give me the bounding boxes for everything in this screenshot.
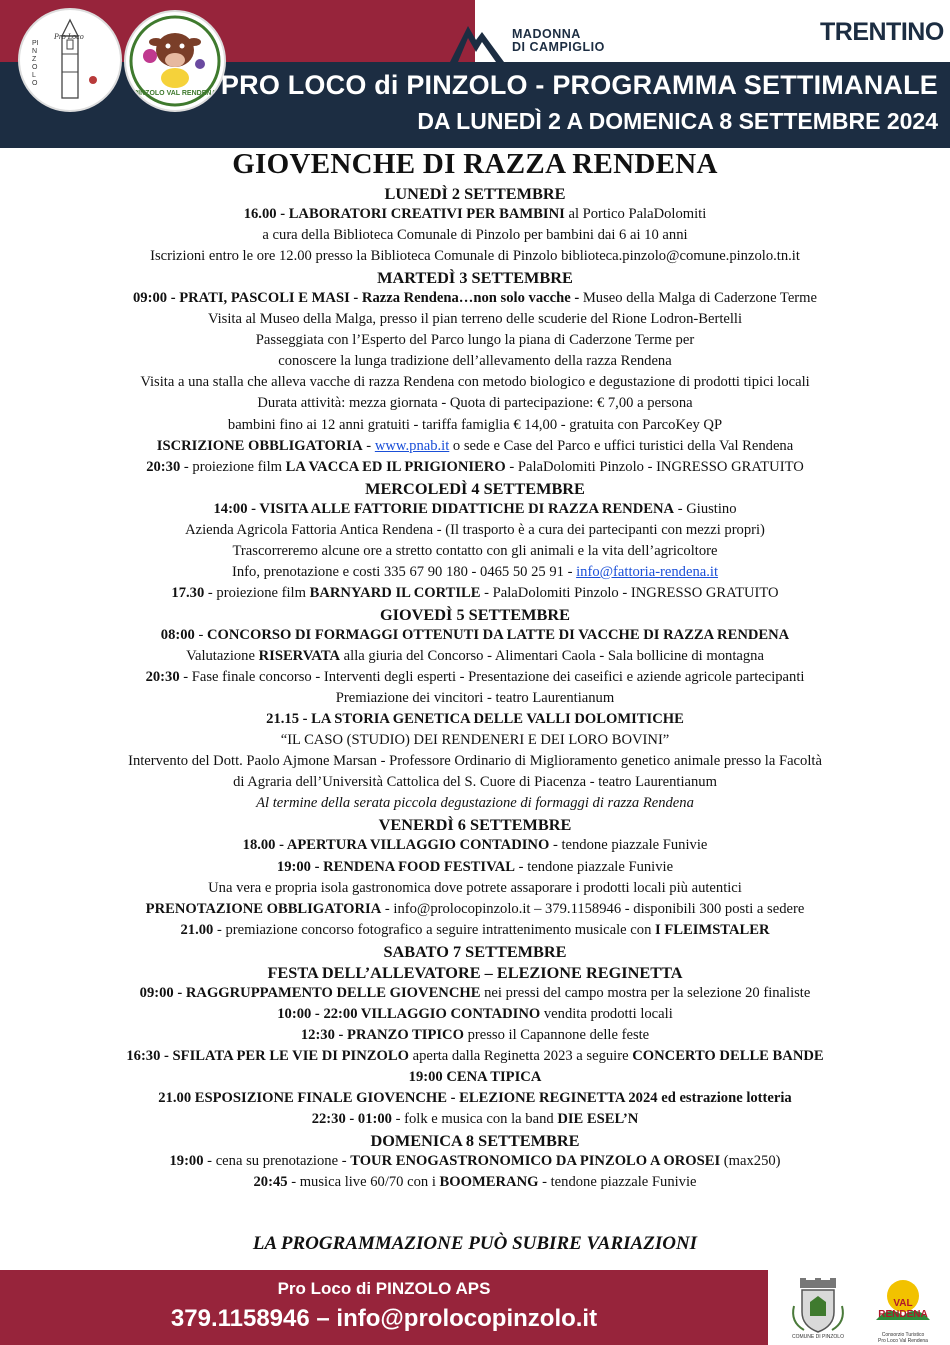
event-title: 10:00 - 22:00 VILLAGGIO CONTADINO	[277, 1005, 541, 1022]
event-time: 22:30 - 01:00	[311, 1111, 392, 1128]
event-line	[40, 457, 910, 478]
event-time: 08:00	[160, 626, 195, 643]
val-rendena-caption-line1: Consorzio Turistico	[881, 1332, 925, 1338]
event-text: alla giuria del Concorso - Alimentari Caola - Sala bollicine di montagna	[340, 648, 764, 665]
saturday-festival-title: FESTA DELL’ALLEVATORE – ELEZIONE REGINETTA	[267, 962, 683, 982]
event-text: - proiezione film	[180, 458, 286, 475]
event-text: vendita prodotti locali	[540, 1005, 673, 1022]
madonna-di-campiglio-text	[512, 28, 605, 54]
madonna-di-campiglio-logo	[446, 22, 646, 64]
fattoria-email-link[interactable]: info@fattoria-rendena.it	[576, 563, 718, 580]
event-time: 17.30	[171, 584, 205, 601]
event-location: - tendone piazzale Funivie	[549, 837, 708, 854]
event-text: aperta dalla Reginetta 2023 a seguire	[408, 1047, 633, 1064]
event-title: TOUR ENOGASTRONOMICO DA PINZOLO A OROSEI	[350, 1153, 721, 1170]
event-line	[40, 583, 910, 604]
pro-loco-logo-vertical: PINZOLO	[32, 40, 39, 87]
event-line	[40, 899, 910, 920]
event-detail: Durata attività: mezza giornata - Quota di partecipazione: € 7,00 a persona	[257, 395, 693, 412]
event-location: - PalaDolomiti Pinzolo - INGRESSO GRATUITO	[480, 584, 779, 601]
event-title: BOOMERANG	[439, 1174, 539, 1191]
event-time: 19:00	[169, 1153, 204, 1170]
event-line	[40, 1109, 910, 1130]
event-text: - premiazione concorso fotografico a seguire intrattenimento musicale con	[213, 921, 656, 938]
event-line	[40, 646, 910, 667]
event-line	[40, 562, 910, 583]
event-title: BARNYARD IL CORTILE	[309, 584, 481, 601]
footer	[0, 1270, 950, 1345]
event-title: CONCERTO DELLE BANDE	[632, 1047, 824, 1064]
event-detail: Passeggiata con l’Esperto del Parco lungo la piana di Caderzone Terme per	[255, 332, 695, 349]
event-time: 20:45	[253, 1174, 288, 1191]
event-text: - cena su prenotazione -	[203, 1153, 351, 1170]
event-title: CONCORSO DI FORMAGGI OTTENUTI DA LATTE DI VACCHE DI RAZZA RENDENA	[207, 626, 790, 643]
event-line	[40, 204, 910, 225]
event-detail: Intervento del Dott. Paolo Ajmone Marsan - Professore Ordinario di Miglioramento genetico animale presso la Facoltà	[128, 753, 822, 770]
rendena-logo-text: PINZOLO VAL RENDENA	[133, 90, 217, 97]
event-detail: Iscrizioni entro le ore 12.00 presso la Biblioteca Comunale di Pinzolo biblioteca.pinzolo@comune.pinzolo.tn.it	[150, 248, 800, 265]
mountain-icon	[446, 22, 510, 64]
header-title: PRO LOCO di PINZOLO - PROGRAMMA SETTIMANALE	[220, 70, 938, 100]
event-title: 16.00 - LABORATORI CREATIVI PER BAMBINI	[243, 206, 565, 223]
event-line	[40, 1046, 910, 1067]
event-text: - folk e musica con la band	[391, 1111, 558, 1128]
event-detail: bambini fino ai 12 anni gratuiti - tariffa famiglia € 14,00 - gratuita con ParcoKey QP	[227, 416, 723, 433]
event-text: (max250)	[720, 1153, 781, 1170]
event-title: 18.00 - APERTURA VILLAGGIO CONTADINO	[242, 837, 550, 854]
event-title: 19:00 CENA TIPICA	[408, 1068, 542, 1085]
event-title: I FLEIMSTALER	[655, 921, 770, 938]
event-detail: conoscere la lunga tradizione dell’allevamento della razza Rendena	[278, 353, 672, 370]
event-title: 09:00 - PRATI, PASCOLI E MASI - Razza Rendena…non solo vacche -	[133, 290, 580, 307]
event-title: 14:00 - VISITA ALLE FATTORIE DIDATTICHE DI RAZZA RENDENA	[213, 500, 675, 517]
weekly-schedule	[40, 183, 910, 1193]
event-line	[40, 1151, 910, 1172]
event-line	[40, 983, 910, 1004]
event-line	[40, 499, 910, 520]
event-text: - musica live 60/70 con i	[287, 1174, 440, 1191]
event-line	[40, 436, 910, 457]
rendena-cow-logo	[124, 10, 226, 112]
event-detail: a cura della Biblioteca Comunale di Pinzolo per bambini dai 6 ai 10 anni	[262, 227, 688, 244]
event-time: 20:30	[146, 458, 181, 475]
event-text: - info@prolocopinzolo.it – 379.1158946 - disponibili 300 posti a sedere	[381, 900, 805, 917]
footer-contacts[interactable]: 379.1158946 – info@prolocopinzolo.it	[170, 1305, 598, 1332]
event-title: DIE ESEL’N	[557, 1111, 639, 1128]
day-heading-saturday: SABATO 7 SETTEMBRE	[383, 941, 567, 961]
footer-org-name: Pro Loco di PINZOLO APS	[277, 1279, 491, 1298]
event-location: - PalaDolomiti Pinzolo - INGRESSO GRATUITO	[505, 458, 804, 475]
day-heading-tuesday: MARTEDÌ 3 SETTEMBRE	[377, 268, 573, 288]
event-detail: Premiazione dei vincitori - teatro Laurentianum	[335, 690, 615, 707]
event-text: -	[362, 437, 375, 454]
event-title: 12:30 - PRANZO TIPICO	[300, 1026, 464, 1043]
madonna-line2: DI CAMPIGLIO	[512, 40, 605, 54]
event-detail: Una vera e propria isola gastronomica dove potrete assaporare i prodotti locali più autentici	[208, 879, 742, 896]
event-title: 09:00 - RAGGRUPPAMENTO DELLE GIOVENCHE	[139, 984, 481, 1001]
event-text: Valutazione	[186, 648, 259, 665]
event-time: 20:30	[145, 669, 180, 686]
disclaimer: LA PROGRAMMAZIONE PUÒ SUBIRE VARIAZIONI	[252, 1233, 698, 1254]
day-heading-wednesday: MERCOLEDÌ 4 SETTEMBRE	[365, 478, 585, 498]
event-detail: Visita a una stalla che alleva vacche di razza Rendena con metodo biologico e degustazione di prodotti tipici locali	[140, 374, 810, 391]
day-heading-monday: LUNEDÌ 2 SETTEMBRE	[384, 184, 566, 203]
event-title: 16:30 - SFILATA PER LE VIE DI PINZOLO	[126, 1047, 409, 1064]
event-title: ISCRIZIONE OBBLIGATORIA	[156, 437, 363, 454]
event-title: 21.00 ESPOSIZIONE FINALE GIOVENCHE - ELEZIONE REGINETTA 2024 ed estrazione lotteria	[158, 1090, 792, 1107]
event-line	[40, 835, 910, 856]
day-heading-sunday: DOMENICA 8 SETTEMBRE	[370, 1131, 580, 1151]
event-note: Al termine della serata piccola degustazione di formaggi di razza Rendena	[256, 795, 694, 812]
pro-loco-logo-text: Pro Loco	[54, 32, 84, 41]
event-line	[40, 1004, 910, 1025]
event-line	[40, 857, 910, 878]
val-rendena-logo-text: VAL RENDENA	[878, 1298, 928, 1320]
event-text: -	[194, 626, 207, 643]
event-location: Museo della Malga di Caderzone Terme	[579, 290, 817, 307]
crest-caption: COMUNE DI PINZOLO	[792, 1334, 844, 1340]
event-text: presso il Capannone delle feste	[463, 1026, 650, 1043]
madonna-line1: MADONNA	[512, 27, 581, 41]
event-text: nei pressi del campo mostra per la selezione 20 finaliste	[480, 984, 811, 1001]
val-rendena-caption-line2: Pro Loco Val Rendena	[878, 1337, 928, 1344]
event-title: 19:00 - RENDENA FOOD FESTIVAL	[276, 858, 516, 875]
event-line	[40, 1172, 910, 1193]
event-location: al Portico PalaDolomiti	[564, 206, 707, 223]
pro-loco-logo	[18, 8, 122, 112]
event-subtitle: “IL CASO (STUDIO) DEI RENDENERI E DEI LORO BOVINI”	[280, 732, 670, 749]
event-title: PRENOTAZIONE OBBLIGATORIA	[145, 900, 382, 917]
event-highlight: RISERVATA	[258, 648, 341, 665]
event-line	[40, 667, 910, 688]
event-text: o sede e Case del Parco e uffici turistici della Val Rendena	[449, 437, 794, 454]
event-time: 21.00	[180, 921, 214, 938]
event-text: - proiezione film	[204, 584, 310, 601]
page-title: GIOVENCHE DI RAZZA RENDENA	[232, 148, 718, 180]
event-text: - Fase finale concorso - Interventi degli esperti - Presentazione dei caseifici e aziende agricole partecipanti	[179, 669, 805, 686]
event-text: Info, prenotazione e costi 335 67 90 180 - 0465 50 25 91 -	[232, 563, 577, 580]
header-subtitle: DA LUNEDÌ 2 A DOMENICA 8 SETTEMBRE 2024	[417, 108, 938, 134]
event-detail: Azienda Agricola Fattoria Antica Rendena - (Il trasporto è a cura dei partecipanti con mezzi propri)	[185, 521, 765, 538]
day-heading-friday: VENERDÌ 6 SETTEMBRE	[378, 815, 572, 835]
pnab-link[interactable]: www.pnab.it	[374, 437, 450, 454]
day-heading-thursday: GIOVEDÌ 5 SETTEMBRE	[380, 604, 570, 624]
event-title: 21.15 - LA STORIA GENETICA DELLE VALLI DOLOMITICHE	[266, 711, 684, 728]
event-line	[40, 288, 910, 309]
trentino-logo	[820, 18, 944, 47]
val-rendena-caption	[866, 1333, 940, 1344]
event-line	[40, 1025, 910, 1046]
event-line	[40, 920, 910, 941]
event-location: - tendone piazzale Funivie	[538, 1174, 697, 1191]
event-detail: di Agraria dell’Università Cattolica del S. Cuore di Piacenza - teatro Laurentianum	[233, 774, 717, 791]
comune-crest-icon	[786, 1276, 850, 1342]
val-rendena-logo	[872, 1274, 934, 1334]
event-title: LA VACCA ED IL PRIGIONIERO	[285, 458, 506, 475]
event-detail: Trascorreremo alcune ore a stretto contatto con gli animali e la vita dell’agricoltore	[232, 542, 718, 559]
event-location: - Giustino	[674, 500, 737, 517]
event-line	[40, 625, 910, 646]
event-detail: Visita al Museo della Malga, presso il pian terreno delle scuderie del Rione Lodron-Bertelli	[207, 311, 743, 328]
trentino-text: TRENTINO	[820, 18, 944, 46]
event-location: - tendone piazzale Funivie	[515, 858, 674, 875]
